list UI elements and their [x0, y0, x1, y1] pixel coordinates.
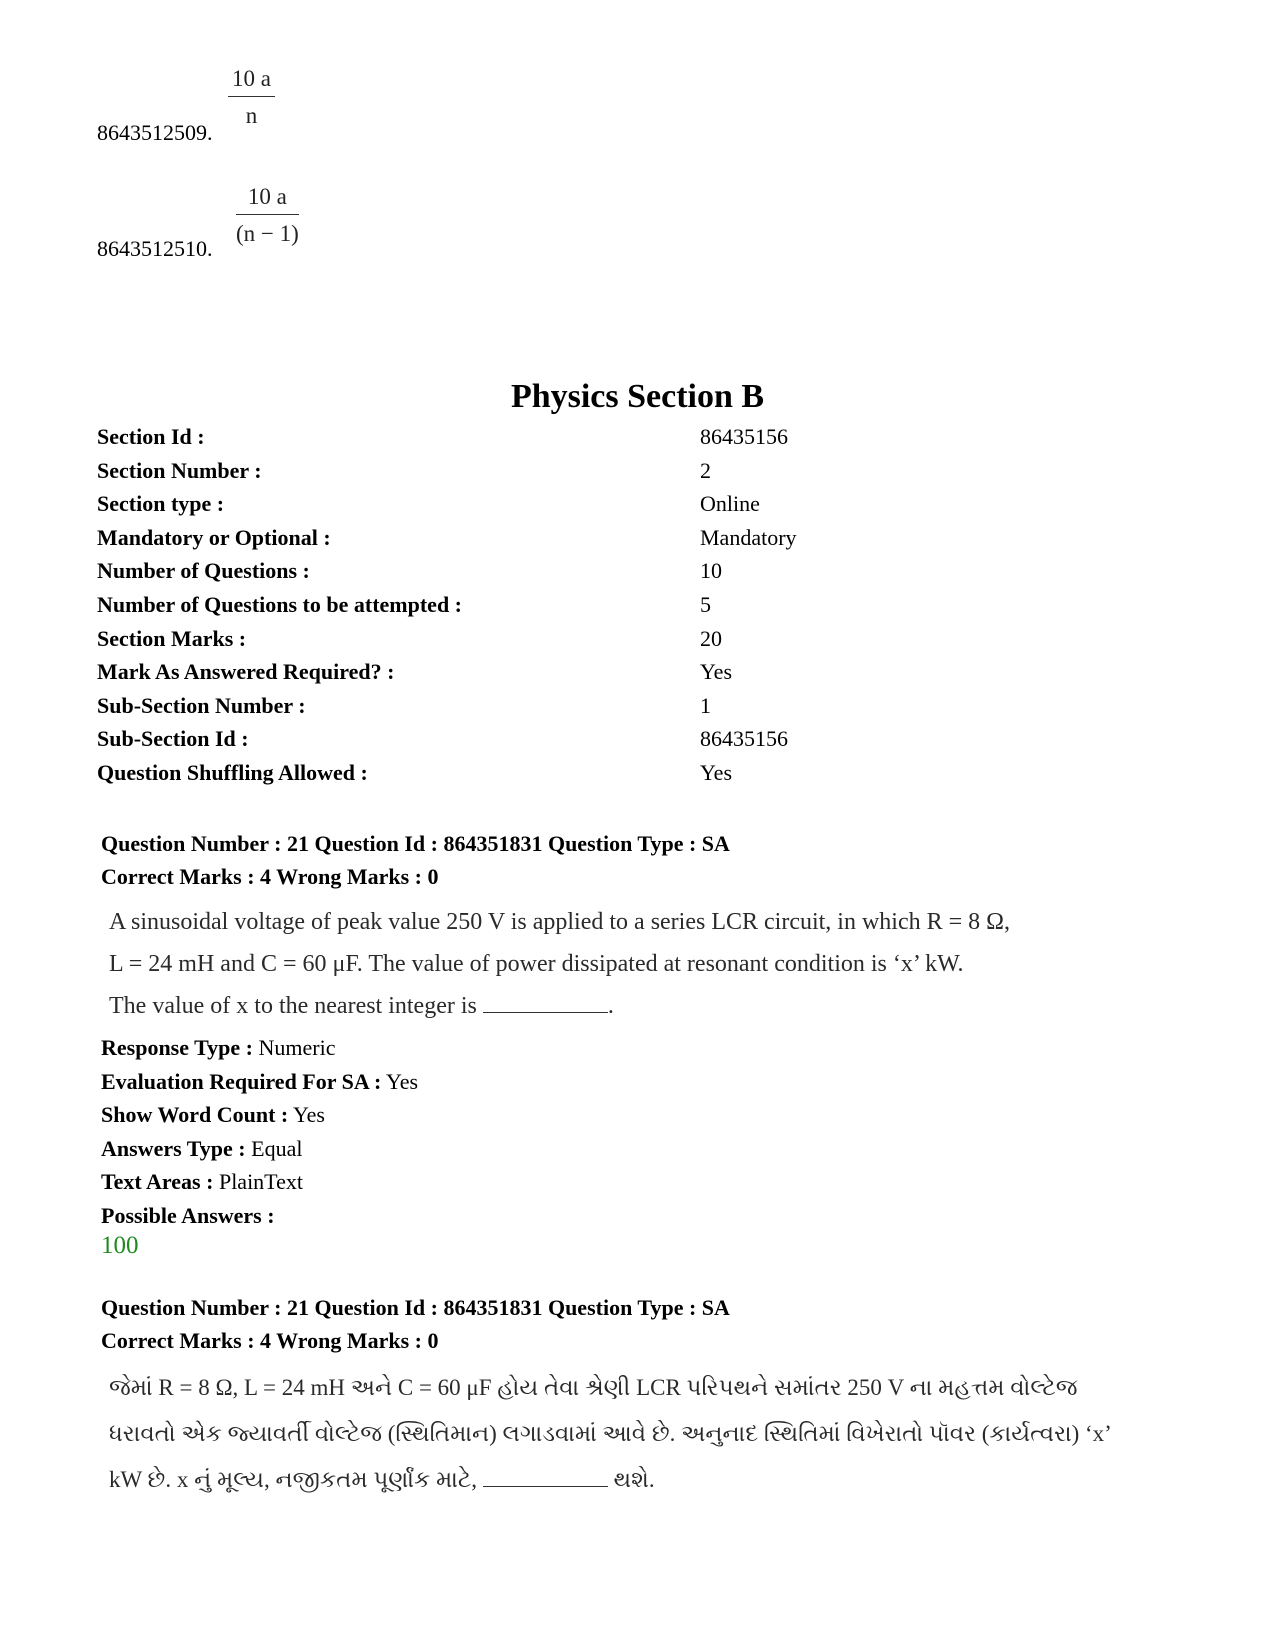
answer-blank [483, 992, 608, 1013]
option-fraction [228, 66, 275, 129]
question-line: A sinusoidal voltage of peak value 250 V is applied to a series LCR circuit, in which R = 8 Ω, [109, 909, 1011, 935]
question-line: L = 24 mH and C = 60 μF. The value of power dissipated at resonant condition is ‘x’ kW. [109, 951, 964, 977]
meta-label: Evaluation Required For SA : [101, 1068, 382, 1094]
meta-row [101, 1065, 1201, 1099]
info-label: Sub-Section Number : [97, 692, 306, 718]
question-line-text: kW છે. x નું મૂલ્ય, નજીકતમ પૂર્ણાંક માટે, [109, 1467, 477, 1492]
question-english [101, 827, 1201, 1260]
info-label: Question Shuffling Allowed : [97, 759, 368, 785]
info-label: Section type : [97, 491, 225, 517]
meta-label: Response Type : [101, 1035, 253, 1060]
fraction-numerator: 10 a [236, 184, 299, 215]
info-row [97, 693, 997, 727]
info-value: 10 [700, 558, 722, 584]
info-row [97, 458, 997, 492]
info-value: Yes [700, 759, 733, 785]
info-row [97, 659, 997, 693]
info-value: 20 [700, 625, 722, 651]
question-text [101, 1365, 1221, 1503]
meta-value: Numeric [258, 1035, 336, 1060]
info-row [97, 558, 997, 592]
info-value: 1 [700, 692, 711, 718]
option-id: 8643512510. [97, 236, 213, 261]
meta-row [101, 1098, 1201, 1132]
meta-row [101, 1132, 1201, 1166]
option-fraction [236, 184, 299, 247]
meta-label: Answers Type : [101, 1135, 246, 1161]
marks-header: Correct Marks : 4 Wrong Marks : 0 [101, 1328, 439, 1353]
info-value: 5 [700, 591, 711, 617]
possible-answer: 100 [101, 1232, 139, 1259]
info-label: Number of Questions to be attempted : [97, 591, 463, 617]
meta-label: Text Areas : [101, 1169, 214, 1194]
question-header: Question Number : 21 Question Id : 864351831 Question Type : SA [101, 1295, 730, 1320]
option-id: 8643512509. [97, 120, 213, 145]
question-line: ધરાવતો એક જ્યાવર્તી વોલ્ટેજ (સ્થિતિમાન) લગાડવામાં આવે છે. અનુનાદ સ્થિતિમાં વિખેરાતો પૉવર (કાર્યત્વરા) ‘x’ [109, 1421, 1112, 1446]
info-row [97, 726, 997, 760]
info-value: 86435156 [700, 424, 788, 449]
info-value: 2 [700, 457, 711, 483]
info-label: Section Number : [97, 457, 262, 483]
fraction-numerator: 10 a [228, 66, 275, 97]
answer-blank [483, 1466, 608, 1487]
marks-header: Correct Marks : 4 Wrong Marks : 0 [101, 864, 439, 889]
question-line-text: The value of x to the nearest integer is [109, 993, 477, 1019]
meta-label: Show Word Count : [101, 1102, 289, 1127]
info-label: Sub-Section Id : [97, 726, 249, 752]
possible-answers-label [101, 1199, 1201, 1233]
info-value: Yes [700, 659, 733, 685]
info-row [97, 760, 997, 794]
section-info-table [97, 424, 997, 794]
info-label: Mandatory or Optional : [97, 524, 331, 550]
info-value: Mandatory [700, 524, 797, 550]
section-title: Physics Section B [510, 378, 765, 415]
fraction-denominator: (n − 1) [236, 221, 299, 246]
info-row [97, 626, 997, 660]
info-label: Section Marks : [97, 625, 247, 651]
meta-row [101, 1165, 1201, 1199]
question-line [109, 985, 1201, 1027]
fraction-denominator: n [245, 103, 258, 128]
question-header: Question Number : 21 Question Id : 864351831 Question Type : SA [101, 831, 730, 856]
info-label: Section Id : [97, 424, 205, 449]
info-row [97, 592, 997, 626]
possible-answers-text: Possible Answers : [101, 1202, 275, 1228]
info-row [97, 424, 997, 458]
info-label: Number of Questions : [97, 558, 310, 584]
meta-value: Yes [292, 1102, 325, 1127]
meta-value: Equal [251, 1135, 303, 1161]
info-value: 86435156 [700, 726, 788, 752]
meta-row [101, 1031, 1201, 1065]
info-value: Online [700, 491, 760, 517]
question-line-end: થશે. [613, 1467, 655, 1492]
meta-value: PlainText [218, 1169, 303, 1194]
question-line: જેમાં R = 8 Ω, L = 24 mH અને C = 60 μF હોય તેવા શ્રેણી LCR પરિપથને સમાંતર 250 V ના મહત્તમ વોલ્ટેજ [109, 1375, 1078, 1400]
meta-value: Yes [386, 1068, 419, 1094]
info-row [97, 491, 997, 525]
question-line [109, 1457, 1221, 1503]
question-text [101, 901, 1201, 1027]
question-meta [101, 1031, 1201, 1260]
question-line-end: . [607, 993, 614, 1019]
info-row [97, 525, 997, 559]
info-label: Mark As Answered Required? : [97, 659, 395, 685]
question-gujarati [101, 1291, 1221, 1503]
